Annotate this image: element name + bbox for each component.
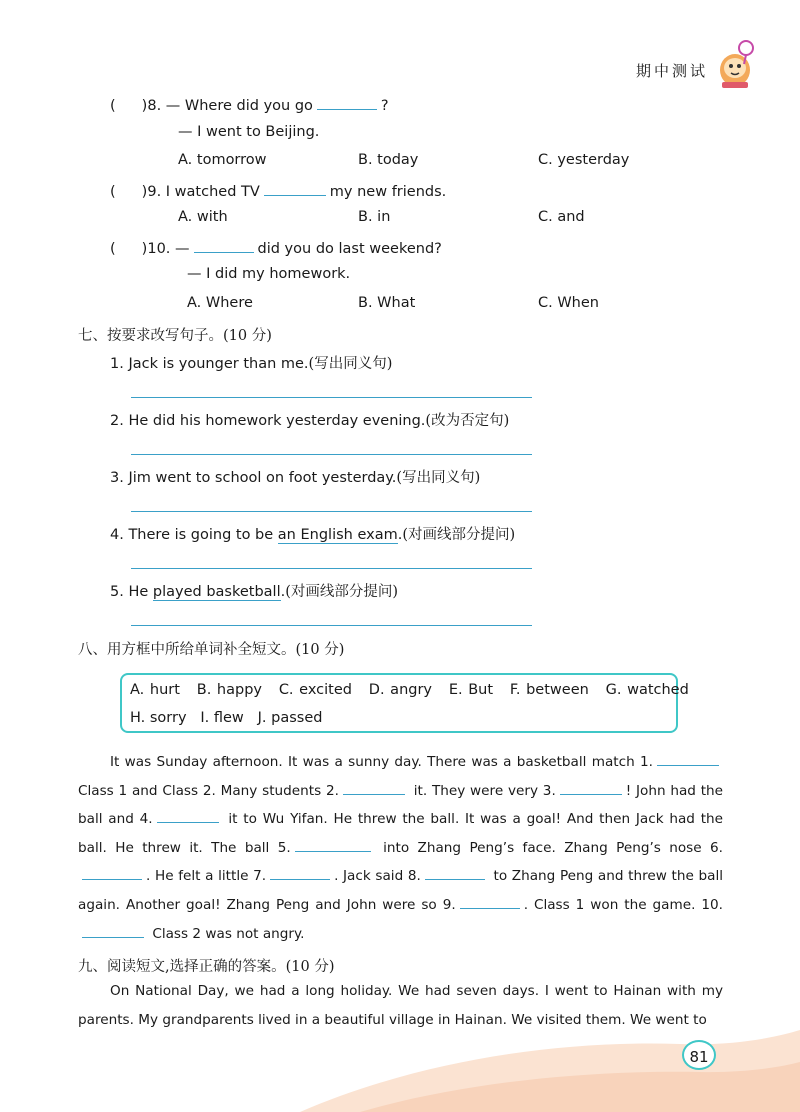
word-bank-option: G. watched xyxy=(605,682,689,698)
question-9-option-b: B. in xyxy=(358,209,391,225)
word-bank-option: A. hurt xyxy=(130,682,180,698)
question-10-option-a: A. Where xyxy=(187,295,253,311)
question-9: ( )9. I watched TV my new friends. xyxy=(110,181,446,200)
rewrite-item-2: 2. He did his homework yesterday evening.(改为否定句) xyxy=(110,413,510,429)
answer-blank[interactable] xyxy=(157,808,219,823)
word-bank-option: D. angry xyxy=(368,682,433,698)
question-8-response: — I went to Beijing. xyxy=(178,124,320,140)
answer-blank[interactable] xyxy=(270,865,330,880)
question-10-option-c: C. When xyxy=(538,295,599,311)
page-number: 81 xyxy=(682,1040,716,1070)
answer-blank[interactable] xyxy=(82,865,142,880)
word-bank-option: H. sorry xyxy=(130,710,187,726)
question-8-option-c: C. yesterday xyxy=(538,152,630,168)
question-10-response: — I did my homework. xyxy=(187,266,351,282)
answer-blank[interactable] xyxy=(317,95,377,110)
answer-blank[interactable] xyxy=(657,751,719,766)
word-bank-option: I. flew xyxy=(200,710,244,726)
answer-line[interactable] xyxy=(131,625,532,626)
question-9-option-a: A. with xyxy=(178,209,228,225)
word-bank-option: E. But xyxy=(448,682,494,698)
rewrite-item-4: 4. There is going to be an English exam.(对画线部分提问) xyxy=(110,527,516,543)
rewrite-item-3: 3. Jim went to school on foot yesterday.(写出同义句) xyxy=(110,470,481,486)
question-8-option-b: B. today xyxy=(358,152,419,168)
answer-blank[interactable] xyxy=(194,238,254,253)
section-8-heading: 八、用方框中所给单词补全短文。(10 分) xyxy=(78,642,345,658)
page-header-title: 期中测试 xyxy=(636,62,709,80)
question-8-option-a: A. tomorrow xyxy=(178,152,267,168)
answer-line[interactable] xyxy=(131,397,532,398)
answer-blank[interactable] xyxy=(425,865,485,880)
answer-line[interactable] xyxy=(131,568,532,569)
question-10-option-b: B. What xyxy=(358,295,416,311)
rewrite-item-1: 1. Jack is younger than me.(写出同义句) xyxy=(110,356,393,372)
answer-line[interactable] xyxy=(131,511,532,512)
answer-line[interactable] xyxy=(131,454,532,455)
section-9-heading: 九、阅读短文,选择正确的答案。(10 分) xyxy=(78,959,335,975)
word-bank-option: J. passed xyxy=(257,710,323,726)
answer-blank[interactable] xyxy=(82,923,144,938)
rewrite-item-5: 5. He played basketball.(对画线部分提问) xyxy=(110,584,399,600)
answer-blank[interactable] xyxy=(343,780,405,795)
answer-blank[interactable] xyxy=(295,837,371,852)
answer-blank[interactable] xyxy=(560,780,622,795)
cartoon-mascot-icon xyxy=(712,38,758,90)
question-10: ( )10. — did you do last weekend? xyxy=(110,238,442,257)
word-bank-row-1 xyxy=(130,682,689,698)
word-bank-row-2 xyxy=(130,710,322,726)
word-bank-option: B. happy xyxy=(196,682,262,698)
reading-passage: On National Day, we had a long holiday. We had seven days. I went to Hainan with my parents. My grandparents lived in a beautiful village in Hainan. We visited them. We went to xyxy=(78,983,723,1028)
word-bank-option: F. between xyxy=(509,682,589,698)
section-7-heading: 七、按要求改写句子。(10 分) xyxy=(78,328,272,344)
answer-blank[interactable] xyxy=(264,181,326,196)
question-9-option-c: C. and xyxy=(538,209,585,225)
question-8: ( )8. — Where did you go ? xyxy=(110,95,389,114)
word-bank-option: C. excited xyxy=(278,682,352,698)
cloze-passage: It was Sunday afternoon. It was a sunny day. There was a basketball match 1. Class 1 and Class 2. Many students 2. it. They were very 3. ! John had the ball and 4. it to Wu Yifan. He threw the ball. It was a goal! And then Jack had the ball. He threw it. The ball 5. into Zhang Peng’s face. Zhang Peng’s nose 6.. He felt a little 7. . Jack said 8. to Zhang Peng and threw the ball again. Another goal! Zhang Peng and John were so 9. . Class 1 won the game. 10. Class 2 was not angry. xyxy=(78,748,723,948)
answer-blank[interactable] xyxy=(460,894,520,909)
